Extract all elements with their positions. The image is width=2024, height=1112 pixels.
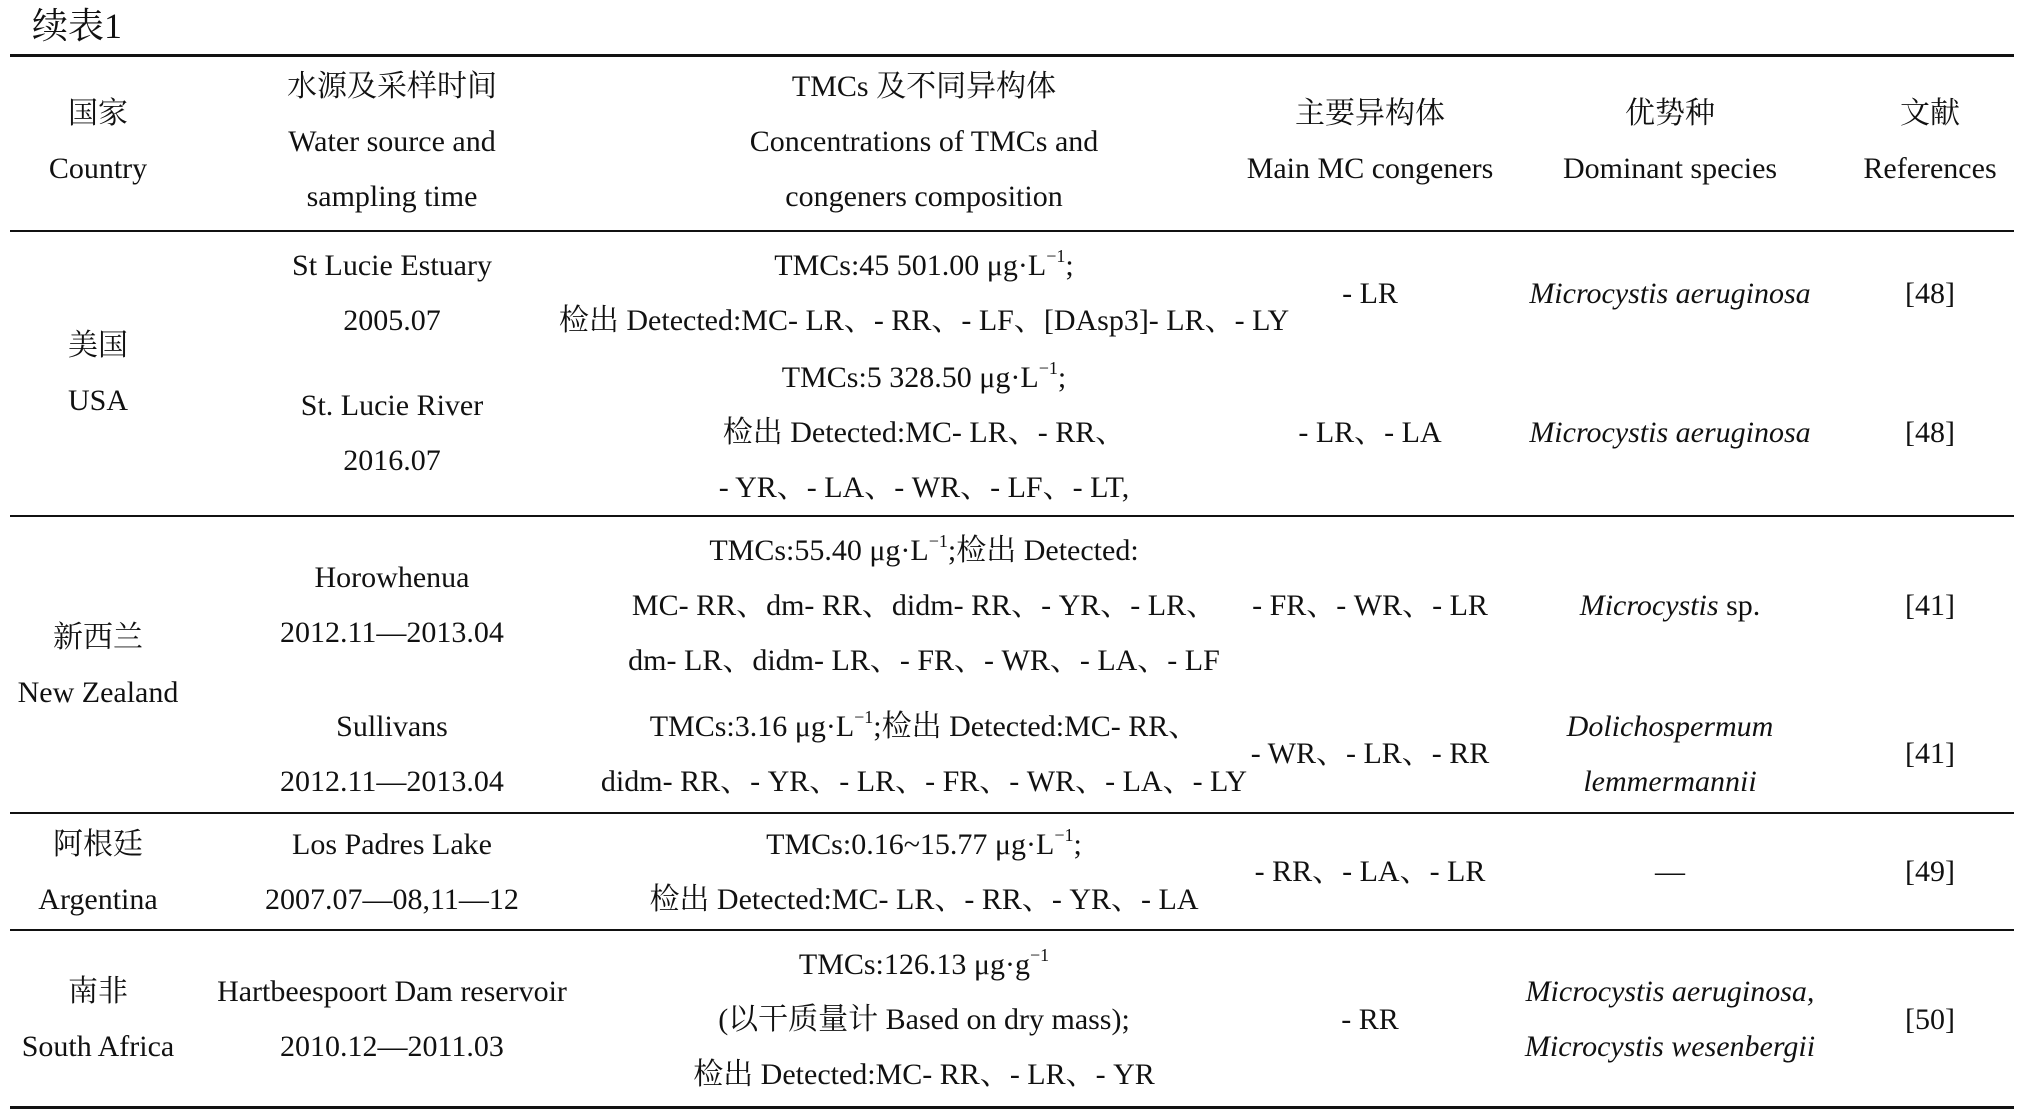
- header-references: 文献 References: [1863, 97, 1997, 185]
- reference-cell: [48]: [1905, 416, 1955, 449]
- species-cell: Dolichospermum lemmermannii: [1566, 710, 1774, 798]
- tmcs-cell: TMCs:3.16 $\mu g\cdot L^{-1}$;检出 Detected:MC- RR、 didm- RR、- YR、- LR、- FR、- WR、- LA、- LY: [600, 707, 1248, 798]
- header-tmcs: TMCs 及不同异构体 Concentrations of TMCs and congeners composition: [749, 70, 1099, 213]
- water-source-cell: Sullivans 2012.11—2013.04: [280, 710, 504, 798]
- reference-cell: [50]: [1905, 1003, 1955, 1036]
- country-cell: 新西兰 New Zealand: [17, 621, 179, 709]
- tmcs-cell: TMCs:45 501.00 $\mu g\cdot L^{-1}$; 检出 Detected:MC- LR、- RR、- LF、[DAsp3]- LR、- LY: [558, 246, 1290, 337]
- species-cell: Microcystis sp.: [1579, 589, 1761, 622]
- water-source-cell: Horowhenua 2012.11—2013.04: [280, 561, 504, 649]
- country-cell: 南非 South Africa: [21, 975, 175, 1063]
- header-congeners: 主要异构体 Main MC congeners: [1246, 97, 1494, 185]
- group-rule: [10, 929, 2014, 931]
- country-cell: 阿根廷 Argentina: [38, 828, 158, 916]
- water-source-cell: Hartbeespoort Dam reservoir 2010.12—2011.03: [217, 975, 567, 1063]
- water-source-cell: Los Padres Lake 2007.07—08,11—12: [265, 828, 519, 916]
- header-species: 优势种 Dominant species: [1562, 97, 1778, 185]
- tmcs-cell: TMCs:5 328.50 $\mu g\cdot L^{-1}$; 检出 Detected:MC- LR、- RR、 - YR、- LA、- WR、- LF、- LT,: [718, 358, 1130, 504]
- species-cell: Microcystis aeruginosa: [1529, 277, 1811, 310]
- top-rule: [10, 54, 2014, 57]
- tmcs-cell: TMCs:55.40 $\mu g\cdot L^{-1}$;检出 Detected: MC- RR、dm- RR、didm- RR、- YR、- LR、 dm- LR、didm- LR、- FR、- WR、- LA、- LF: [628, 531, 1220, 677]
- reference-cell: [48]: [1905, 277, 1955, 310]
- congeners-cell: - LR: [1342, 277, 1398, 310]
- reference-cell: [41]: [1905, 589, 1955, 622]
- congeners-cell: - RR: [1341, 1003, 1399, 1036]
- reference-cell: [41]: [1905, 737, 1955, 770]
- tmcs-cell: TMCs:0.16~15.77 $\mu g\cdot L^{-1}$; 检出 Detected:MC- LR、- RR、- YR、- LA: [649, 825, 1199, 916]
- water-source-cell: St Lucie Estuary 2005.07: [292, 249, 492, 337]
- water-source-cell: St. Lucie River 2016.07: [300, 389, 484, 477]
- congeners-cell: - FR、- WR、- LR: [1252, 589, 1488, 622]
- group-rule: [10, 515, 2014, 517]
- header-country: 国家 Country: [48, 97, 148, 185]
- species-cell: —: [1655, 855, 1685, 888]
- species-cell: Microcystis aeruginosa: [1529, 416, 1811, 449]
- bottom-rule: [10, 1106, 2014, 1109]
- species-cell: Microcystis aeruginosa, Microcystis wesenbergii: [1524, 975, 1816, 1063]
- reference-cell: [49]: [1905, 855, 1955, 888]
- congeners-cell: - WR、- LR、- RR: [1250, 737, 1490, 770]
- group-rule: [10, 812, 2014, 814]
- species-genus: Microcystis: [1579, 589, 1719, 622]
- header-rule: [10, 230, 2014, 232]
- table-caption: 续表1: [32, 6, 123, 46]
- congeners-cell: - LR、- LA: [1298, 416, 1442, 449]
- congeners-cell: - RR、- LA、- LR: [1254, 855, 1486, 888]
- country-cell: 美国 USA: [67, 329, 128, 417]
- tmcs-cell: TMCs:126.13 $\mu g\cdot g^{-1}$ (以干质量计 Based on dry mass); 检出 Detected:MC- RR、- LR、- YR: [693, 945, 1155, 1091]
- header-water-source: 水源及采样时间 Water source and sampling time: [287, 70, 497, 213]
